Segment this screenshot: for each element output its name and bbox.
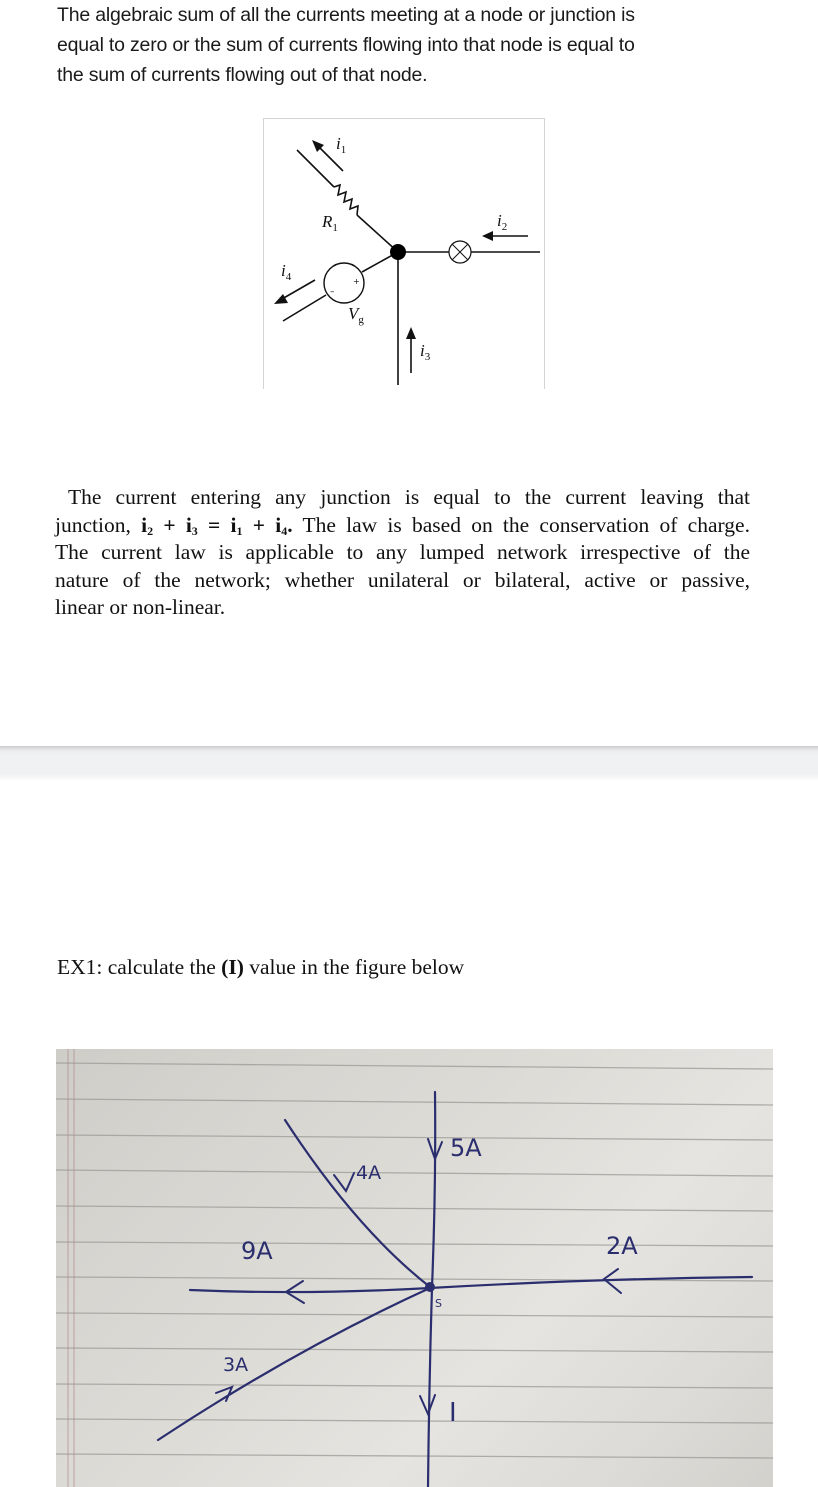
label-3a: 3A — [223, 1354, 249, 1376]
vg-plus-sign: + — [353, 277, 360, 286]
notebook-margin-lines — [68, 1049, 74, 1487]
example-title: EX1: calculate the (I) value in the figure below — [57, 955, 465, 979]
handwritten-node-icon — [425, 1282, 435, 1292]
kcl-line-4: nature of the network; whether unilateral or bilateral, active or passive, — [55, 567, 750, 592]
junction-node-icon — [390, 244, 406, 260]
intro-line-2: equal to zero or the sum of currents flowing into that node is equal to — [57, 34, 635, 56]
vg-minus-sign: – — [330, 287, 335, 297]
resistor-r1-icon — [297, 150, 398, 252]
handwritten-junction-photo — [56, 1049, 773, 1487]
label-i3: $i_3$ — [420, 341, 431, 363]
kcl-line-2: junction, $i_2 + i_3 = i_1 + i_4$. The law is based on the conservation of charge. — [55, 512, 750, 538]
kcl-line-5: linear or non-linear. — [55, 595, 226, 619]
label-i4: $i_4$ — [281, 261, 292, 283]
intro-line-3: the sum of currents flowing out of that node. — [57, 64, 428, 86]
label-unknown-current-i: I — [449, 1398, 457, 1428]
arrow-4a-icon — [334, 1173, 354, 1191]
label-2a: 2A — [606, 1232, 638, 1260]
label-5a: 5A — [450, 1134, 482, 1162]
arrow-i3-icon — [406, 327, 416, 373]
kcl-line-3: The current law is applicable to any lumped network irrespective of the — [55, 540, 750, 564]
handwritten-diagram-svg — [56, 1049, 773, 1487]
notebook-ruled-lines — [56, 1063, 773, 1458]
arrow-i4-icon — [274, 280, 315, 304]
label-i1: $i_1$ — [336, 134, 347, 156]
label-node-s: S — [435, 1297, 442, 1310]
label-9a: 9A — [241, 1237, 273, 1265]
intro-paragraph — [57, 0, 757, 90]
arrow-i-icon — [420, 1395, 435, 1414]
junction-diagram-svg — [264, 119, 544, 389]
kcl-equation: $i_2 + i_3 = i_1 + i_4$. — [141, 512, 293, 538]
kcl-junction-diagram — [263, 118, 545, 389]
label-i2: $i_2$ — [497, 211, 508, 233]
page-separator — [0, 746, 818, 780]
label-4a: 4A — [356, 1162, 382, 1184]
lamp-icon — [398, 241, 540, 263]
label-vg: $V_g$ — [348, 304, 364, 326]
kcl-paragraph — [55, 484, 750, 622]
kcl-line-1: The current entering any junction is equal to the current leaving that — [68, 485, 750, 509]
label-r1: $R_1$ — [322, 212, 338, 234]
voltage-source-icon — [283, 252, 398, 321]
intro-line-1: The algebraic sum of all the currents meeting at a node or junction is — [57, 4, 635, 26]
